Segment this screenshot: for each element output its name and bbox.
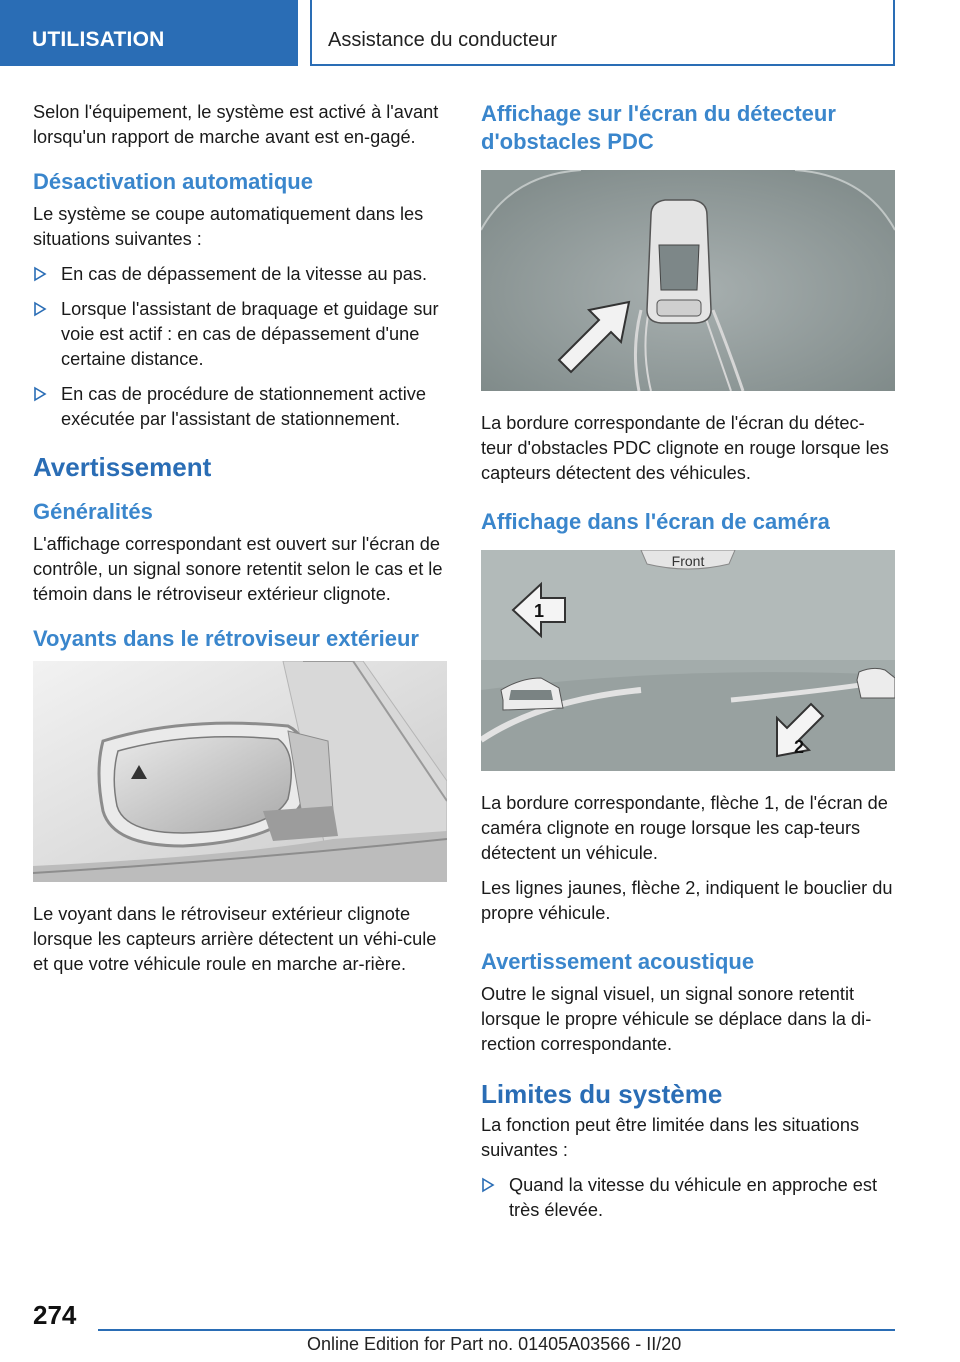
deactivation-list [33, 262, 447, 432]
triangle-bullet-icon [33, 386, 47, 402]
page-header [0, 0, 960, 66]
intro-paragraph: Selon l'équipement, le système est activé à l'avant lorsqu'un rapport de marche avant est en-gagé. [33, 102, 439, 147]
limits-heading: Limites du système [481, 1079, 723, 1109]
pdc-caption: La bordure correspondante de l'écran du détec-teur d'obstacles PDC clignote en rouge lorsque les capteurs détectent des véhicules. [481, 413, 889, 483]
list-item [481, 1173, 895, 1223]
pdc-heading: Affichage sur l'écran du détecteur d'obstacles PDC [481, 101, 836, 154]
list-item-text: En cas de dépassement de la vitesse au pas. [61, 264, 427, 284]
triangle-bullet-icon [481, 1177, 495, 1193]
deactivation-text: Le système se coupe automatiquement dans les situations suivantes : [33, 204, 424, 249]
list-item [33, 382, 447, 432]
edition-note: Online Edition for Part no. 01405A03566 - II/20 [307, 1334, 682, 1354]
general-heading: Généralités [33, 499, 153, 524]
camera-display-image [481, 550, 895, 771]
general-text: L'affichage correspondant est ouvert sur l'écran de contrôle, un signal sonore retentit selon le cas et le témoin dans le rétroviseur extérieur clignote. [33, 534, 443, 604]
camera-caption-1: La bordure correspondante, flèche 1, de l'écran de caméra clignote en rouge lorsque les cap-teurs détectent un véhicule. [481, 793, 888, 863]
page-number: 274 [33, 1300, 77, 1330]
left-column [33, 100, 447, 987]
acoustic-heading: Avertissement acoustique [481, 949, 755, 974]
camera-arrow-1-label: 1 [533, 601, 545, 621]
right-column [481, 100, 895, 1233]
list-item-text: En cas de procédure de stationnement active exécutée par l'assistant de stationnement. [61, 384, 426, 429]
mirror-caption: Le voyant dans le rétroviseur extérieur clignote lorsque les capteurs arrière détectent un véhi-cule et que votre véhicule roule en marche ar-rière. [33, 904, 437, 974]
camera-arrow-2-label: 2 [793, 737, 805, 757]
chapter-title: Assistance du conducteur [310, 0, 895, 66]
list-item-text: Quand la vitesse du véhicule en approche est très élevée. [509, 1175, 878, 1220]
camera-heading: Affichage dans l'écran de caméra [481, 509, 830, 534]
triangle-bullet-icon [33, 301, 47, 317]
limits-list [481, 1173, 895, 1223]
list-item [33, 262, 447, 287]
list-item-text: Lorsque l'assistant de braquage et guidage sur voie est actif : en cas de dépassement d'une certaine distance. [61, 299, 439, 369]
footer-divider [98, 1329, 895, 1331]
mirror-indicator-image [33, 661, 447, 882]
camera-front-label: Front [671, 553, 705, 569]
list-item [33, 297, 447, 372]
deactivation-heading: Désactivation automatique [33, 169, 313, 194]
warning-heading: Avertissement [33, 452, 212, 482]
triangle-bullet-icon [33, 266, 47, 282]
section-label: UTILISATION [0, 0, 298, 66]
pdc-display-image [481, 170, 895, 391]
acoustic-text: Outre le signal visuel, un signal sonore retentit lorsque le propre véhicule se déplace dans la di-rection correspondante. [481, 984, 872, 1054]
limits-text: La fonction peut être limitée dans les situations suivantes : [481, 1115, 860, 1160]
camera-caption-2: Les lignes jaunes, flèche 2, indiquent le bouclier du propre véhicule. [481, 878, 893, 923]
mirror-heading: Voyants dans le rétroviseur extérieur [33, 626, 419, 651]
